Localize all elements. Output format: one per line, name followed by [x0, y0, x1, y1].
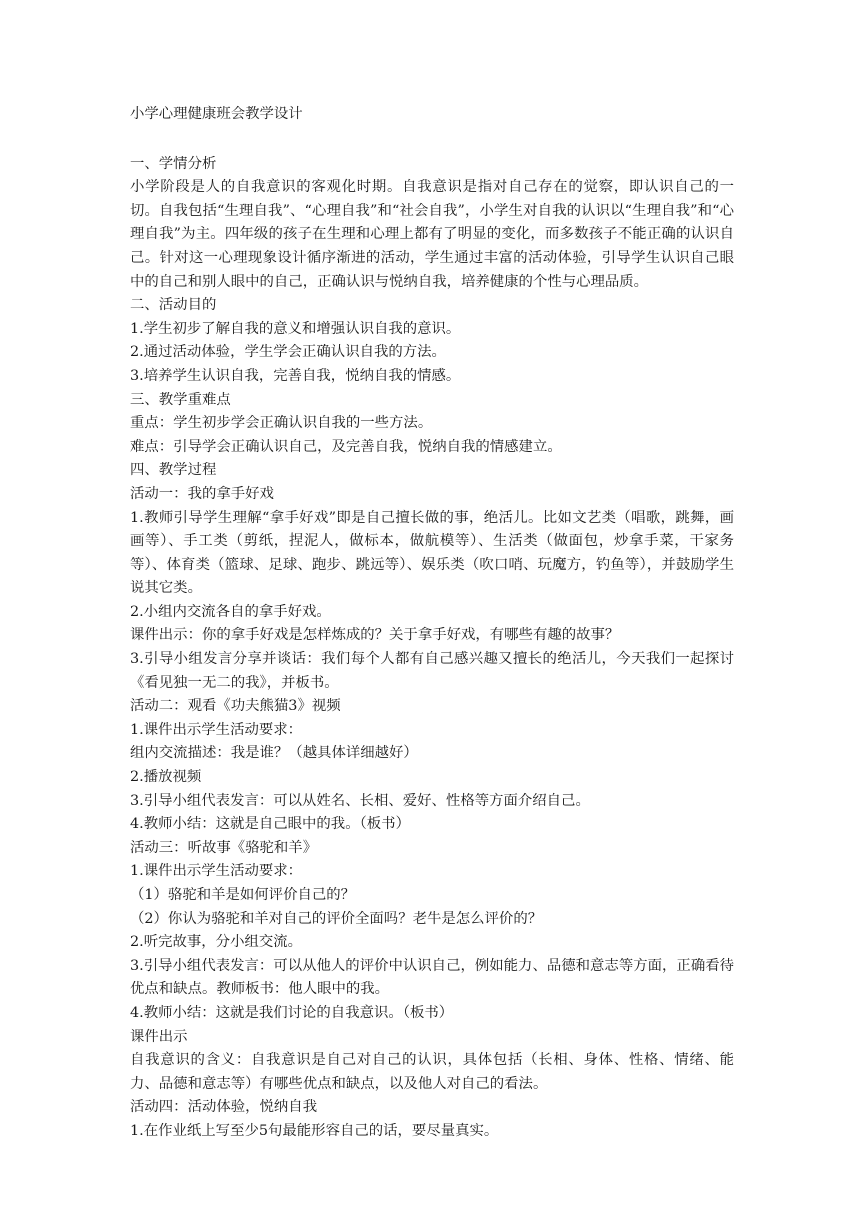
sub-list-item: （1）骆驼和羊是如何评价自己的？	[130, 887, 356, 903]
list-item: 1.课件出示学生活动要求：	[130, 863, 303, 880]
document-title: 小学心理健康班会教学设计	[130, 106, 303, 122]
list-item: 4.教师小结：这就是自己眼中的我。（板书）	[130, 816, 410, 833]
list-item: 3.引导小组代表发言：可以从他人的评价中认识自己，例如能力、品德和意志等方面，正确看待优点和缺点。教师板书：他人眼中的我。	[130, 957, 734, 998]
paragraph: 重点：学生初步学会正确认识自我的一些方法。	[130, 415, 433, 432]
subheading-activity-2: 活动二：观看《功夫熊猫3》视频	[130, 698, 341, 715]
heading-situation-analysis: 一、学情分析	[130, 155, 217, 172]
list-item: 1.课件出示学生活动要求：	[130, 721, 303, 738]
heading-key-points: 三、教学重难点	[130, 391, 231, 408]
list-item: 1.教师引导学生理解“拿手好戏”即是自己擅长做的事，绝活儿。比如文艺类（唱歌，跳舞，画画等）、手工类（剪纸，捏泥人，做标本，做航模等）、生活类（做面包，炒拿手菜，干家务等）、体育类（篮球、足球、跑步、跳远等）、娱乐类（吹口哨、玩魔方，钓鱼等），并鼓励学生说其它类。	[130, 509, 734, 597]
document-page	[130, 103, 734, 1144]
paragraph: 小学阶段是人的自我意识的客观化时期。自我意识是指对自己存在的觉察，即认识自己的一切。自我包括“生理自我”、“心理自我”和“社会自我”，小学生对自我的认识以“生理自我”和“心理自我”为主。四年级的孩子在生理和心理上都有了明显的变化，而多数孩子不能正确的认识自己。针对这一心理现象设计循序渐进的活动，学生通过丰富的活动体验，引导学生认识自己眼中的自己和别人眼中的自己，正确认识与悦纳自我，培养健康的个性与心理品质。	[130, 179, 734, 290]
list-item: 1.学生初步了解自我的意义和增强认识自我的意识。	[130, 320, 461, 337]
paragraph: 课件出示：你的拿手好戏是怎样炼成的？关于拿手好戏，有哪些有趣的故事？	[130, 627, 620, 644]
list-item: 2.听完故事，分小组交流。	[130, 934, 303, 951]
list-item: 3.引导小组代表发言：可以从姓名、长相、爱好、性格等方面介绍自己。	[130, 792, 590, 809]
paragraph: 难点：引导学会正确认识自己，及完善自我，悦纳自我的情感建立。	[130, 438, 562, 455]
heading-teaching-process: 四、教学过程	[130, 462, 217, 479]
list-item: 4.教师小结：这就是我们讨论的自我意识。（板书）	[130, 1004, 454, 1021]
heading-activity-goals: 二、活动目的	[130, 297, 217, 314]
list-item: 2.播放视频	[130, 769, 202, 786]
list-item: 2.小组内交流各自的拿手好戏。	[130, 603, 331, 620]
subheading-activity-4: 活动四：活动体验，悦纳自我	[130, 1099, 318, 1116]
list-item: 1.在作业纸上写至少5句最能形容自己的话，要尽量真实。	[130, 1122, 499, 1139]
list-item: 3.引导小组发言分享并谈话：我们每个人都有自己感兴趣又擅长的绝活儿，今天我们一起探讨《看见独一无二的我》，并板书。	[130, 651, 734, 691]
paragraph: 课件出示	[130, 1028, 188, 1045]
list-item: 3.培养学生认识自我，完善自我，悦纳自我的情感。	[130, 367, 461, 384]
list-item: 2.通过活动体验，学生学会正确认识自我的方法。	[130, 344, 446, 361]
subheading-activity-1: 活动一：我的拿手好戏	[130, 485, 274, 502]
sub-list-item: （2）你认为骆驼和羊对自己的评价全面吗？老牛是怎么评价的？	[130, 910, 543, 927]
paragraph: 组内交流描述：我是谁？（越具体详细越好）	[130, 745, 418, 762]
paragraph: 自我意识的含义：自我意识是自己对自己的认识，具体包括（长相、身体、性格、情绪、能力、品德和意志等）有哪些优点和缺点，以及他人对自己的看法。	[130, 1052, 734, 1092]
subheading-activity-3: 活动三：听故事《骆驼和羊》	[130, 839, 318, 856]
